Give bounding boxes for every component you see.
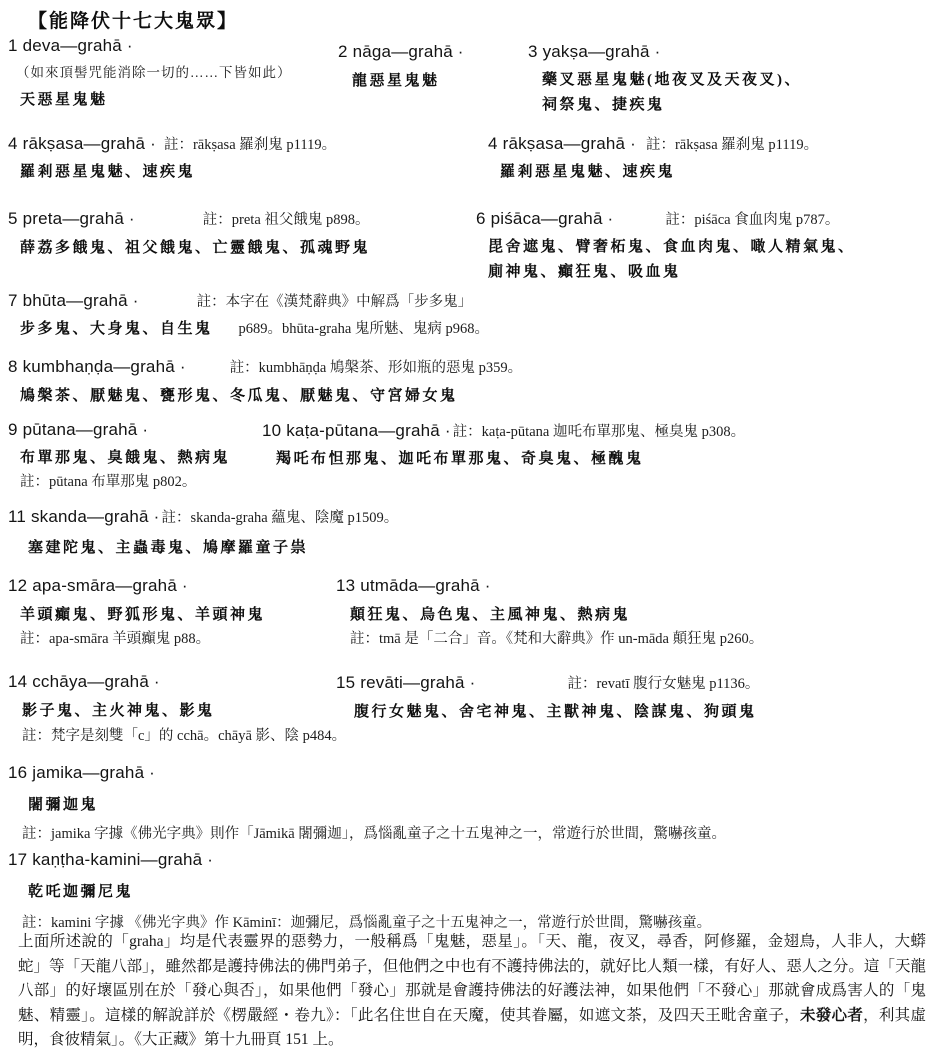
entry-12-note: 註：apa-smāra 羊頭癲鬼 p88。 — [20, 631, 211, 647]
entry-1 — [8, 36, 292, 109]
entry-9-gloss: 布單那鬼、臭餓鬼、熱病鬼 — [20, 450, 231, 466]
entry-16-gloss: 闍彌迦鬼 — [28, 797, 99, 813]
entry-12-gloss: 羊頭癲鬼、野狐形鬼、羊頭神鬼 — [20, 607, 266, 623]
entry-17-header: 17 kaṇṭha-kamini—grahā · — [8, 850, 214, 869]
entry-6-header: 6 piśāca—grahā · — [476, 209, 614, 228]
entry-17-note: 註：kamini 字據 《佛光字典》作 Kāminī：迦彌尼，爲惱亂童子之十五鬼神之一，常遊行於世間，驚嚇孩童。 — [22, 915, 712, 931]
entry-6 — [476, 208, 856, 281]
entry-17-gloss: 乾吒迦彌尼鬼 — [28, 884, 134, 900]
entry-1-gloss: 天惡星鬼魅 — [20, 92, 108, 108]
entry-1-parenthetical: （如來頂髻咒能消除一切的……下皆如此） — [16, 65, 292, 80]
entry-4-note: 註：rākṣasa 羅刹鬼 p1119。 — [163, 137, 337, 153]
entry-14-note: 註：梵字是刻雙「c」的 cchā。chāyā 影、陰 p484。 — [22, 728, 347, 744]
entry-12-header: 12 apa-smāra—grahā · — [8, 576, 188, 595]
entry-7-note-2: p689。bhūta-graha 鬼所魅、鬼病 p968。 — [238, 321, 490, 337]
entry-6-note: 註：piśāca 食血肉鬼 p787。 — [665, 212, 840, 228]
entry-8-gloss: 鳩槃茶、厭魅鬼、甕形鬼、冬瓜鬼、厭魅鬼、守宮婦女鬼 — [20, 388, 458, 404]
entry-7-header: 7 bhūta—grahā · — [8, 291, 139, 310]
entry-17 — [8, 850, 711, 932]
entry-2-gloss: 龍惡星鬼魅 — [352, 73, 440, 89]
entry-4-left — [8, 133, 336, 181]
entry-6-gloss-1: 毘舍遮鬼、臂奢柘鬼、食血肉鬼、噉人精氣鬼、 — [488, 239, 856, 255]
entry-14 — [8, 672, 346, 745]
commentary-text-before: 上面所述說的「graha」均是代表靈界的惡勢力，一般稱爲「鬼魅，惡星」。「天、龍，夜叉，尋香，阿修羅，金翅鳥，人非人，大蟒蛇」等「天龍八部」，雖然都是護持佛法的佛門弟子，但他們之中也有不護持佛法的，就好比人類一樣，有好人、惡人之分。這「天龍八部」的好壞區別在於「發心與否」，如果他們「發心」那就是會護持佛法的好護法神，如果他們「不發心」那就會成爲害人的「鬼魅、精靈」。這樣的解說詳於《楞嚴經・卷九》：「此名住世自在天魔，使其眷屬，如遮文茶，及四天王毗舍童子， — [18, 933, 926, 1024]
page-title: 【能降伏十七大鬼眾】 — [28, 11, 239, 32]
entry-6-gloss-2: 廁神鬼、癲狂鬼、吸血鬼 — [488, 264, 681, 280]
entry-5 — [8, 208, 370, 257]
entry-11-note: 註：skanda-graha 蘊鬼、陰魔 p1509。 — [161, 510, 399, 526]
commentary-paragraph — [18, 930, 926, 1053]
entry-16-note: 註：jamika 字據《佛光字典》則作「Jāmikā 闍彌迦」，爲惱亂童子之十五鬼神之一，常遊行於世間，驚嚇孩童。 — [22, 826, 727, 842]
commentary-bold-phrase: 未發心者 — [799, 1006, 864, 1024]
entry-15-header: 15 revāti—grahā · — [336, 673, 476, 692]
entry-7-gloss: 步多鬼、大身鬼、自生鬼 — [20, 321, 213, 337]
entry-4-header: 4 rākṣasa—grahā · — [8, 134, 156, 153]
entry-5-note: 註：preta 祖父餓鬼 p898。 — [202, 212, 370, 228]
entry-16-header: 16 jamika—grahā · — [8, 763, 156, 782]
entry-11-gloss: 塞建陀鬼、主蟲毒鬼、鳩摩羅童子祟 — [28, 540, 309, 556]
entry-13-header: 13 utmāda—grahā · — [336, 576, 491, 595]
entry-4-gloss: 羅剎惡星鬼魅、速疾鬼 — [500, 164, 676, 180]
entry-4-gloss: 羅剎惡星鬼魅、速疾鬼 — [20, 164, 196, 180]
entry-10-note: 註：kaṭa-pūtana 迦吒布單那鬼、極臭鬼 p308。 — [452, 424, 746, 440]
entry-9-note: 註：pūtana 布單那鬼 p802。 — [20, 474, 197, 490]
entry-7 — [8, 290, 489, 338]
entry-3-gloss-1: 藥叉惡星鬼魅(地夜叉及天夜叉)、 — [542, 72, 802, 88]
commentary-text-after: ，利其虛明，食彼精氣」。《大正藏》第十九冊頁 151 上。 — [18, 1006, 926, 1048]
entry-14-gloss: 影子鬼、主火神鬼、影鬼 — [22, 703, 215, 719]
entry-8-header: 8 kumbhaṇḍa—grahā · — [8, 357, 186, 376]
entry-16 — [8, 763, 726, 843]
entry-13 — [336, 576, 763, 648]
entry-4-note: 註：rākṣasa 羅刹鬼 p1119。 — [645, 137, 819, 153]
entry-14-header: 14 cchāya—grahā · — [8, 672, 160, 691]
entry-9-header: 9 pūtana—grahā · — [8, 420, 149, 439]
entry-10-gloss: 羯吒布怛那鬼、迦吒布單那鬼、奇臭鬼、極醜鬼 — [276, 451, 644, 467]
entry-8-note: 註：kumbhāṇḍa 鳩槃茶、形如瓶的惡鬼 p359。 — [229, 360, 523, 376]
entry-8 — [8, 356, 522, 405]
entry-15-gloss: 腹行女魅鬼、舍宅神鬼、主獸神鬼、陰謀鬼、狗頭鬼 — [354, 704, 757, 720]
entry-7-note-1: 註：本字在《漢梵辭典》中解爲「步多鬼」 — [196, 294, 473, 310]
entry-2 — [338, 42, 464, 90]
entry-11-header: 11 skanda—grahā · — [8, 507, 160, 526]
entry-2-header: 2 nāga—grahā · — [338, 42, 464, 61]
entry-3-header: 3 yakṣa—grahā · — [528, 42, 661, 61]
entry-10 — [262, 420, 745, 468]
entry-15-note: 註：revatī 腹行女魅鬼 p1136。 — [567, 676, 760, 692]
entry-4-header: 4 rākṣasa—grahā · — [488, 134, 636, 153]
entry-5-gloss: 薛荔多餓鬼、祖父餓鬼、亡靈餓鬼、孤魂野鬼 — [20, 240, 371, 256]
entry-10-header: 10 kaṭa-pūtana—grahā · — [262, 421, 451, 440]
entry-4-right — [488, 133, 818, 181]
entry-5-header: 5 preta—grahā · — [8, 209, 135, 228]
entry-12 — [8, 576, 265, 648]
entry-3 — [528, 42, 802, 114]
entry-1-header: 1 deva—grahā · — [8, 36, 133, 55]
entry-13-note: 註：tmā 是「二合」音。《梵和大辭典》作 un-māda 顛狂鬼 p260。 — [350, 631, 764, 647]
entry-11 — [8, 506, 398, 557]
entry-13-gloss: 顛狂鬼、烏色鬼、主風神鬼、熱病鬼 — [350, 607, 631, 623]
entry-3-gloss-2: 祠祭鬼、捷疾鬼 — [542, 97, 665, 113]
entry-9 — [8, 420, 230, 491]
entry-15 — [336, 672, 759, 721]
